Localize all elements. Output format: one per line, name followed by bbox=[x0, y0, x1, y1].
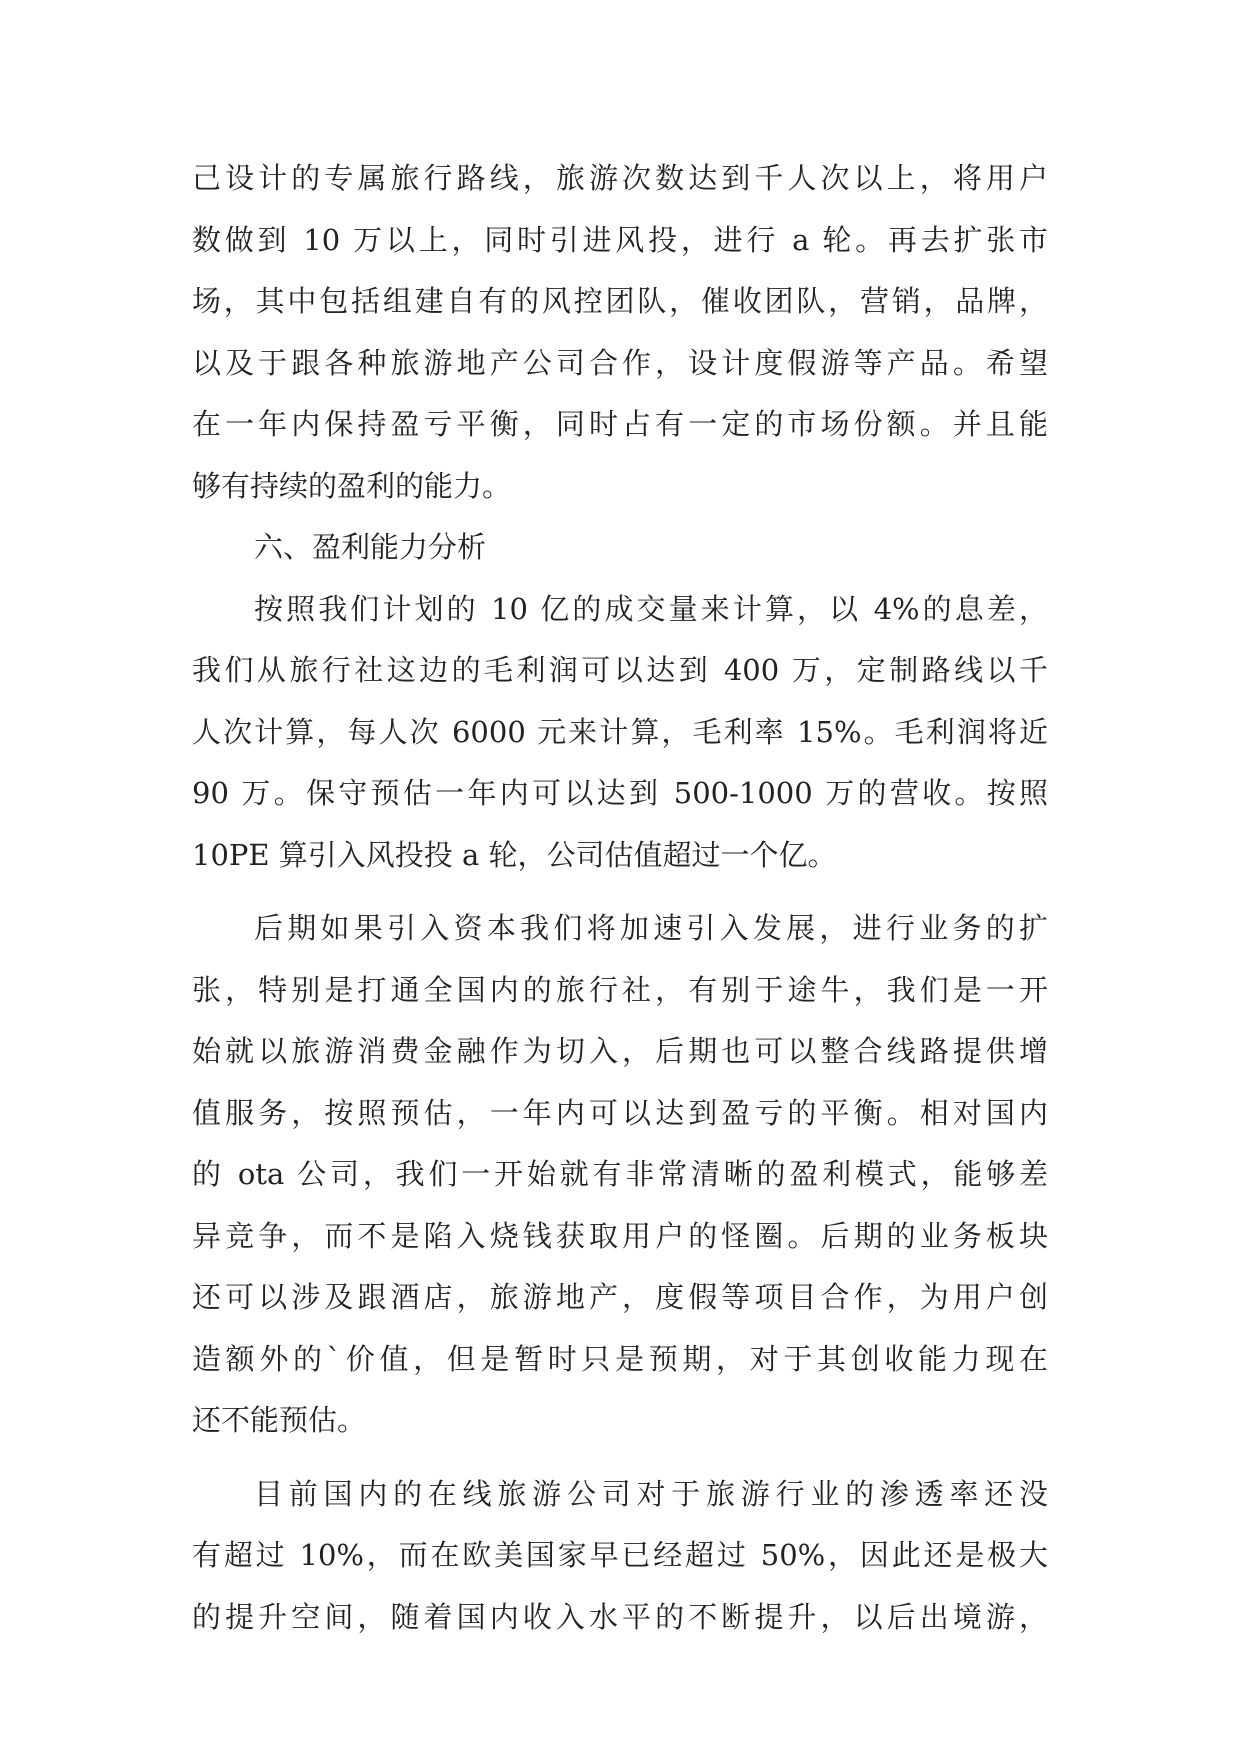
text-line: 造额外的`价值，但是暂时只是预期，对于其创收能力现在 bbox=[192, 1341, 1048, 1376]
text-line: 有超过 10%，而在欧美国家早已经超过 50%，因此还是极大 bbox=[192, 1538, 1048, 1572]
text-line: 始就以旅游消费金融作为切入，后期也可以整合线路提供增 bbox=[192, 1034, 1048, 1068]
paragraph-2 bbox=[192, 579, 1048, 887]
text-line: 还可以涉及跟酒店，旅游地产，度假等项目合作，为用户创 bbox=[192, 1280, 1048, 1314]
text-line: 张，特别是打通全国内的旅行社，有别于途牛，我们是一开 bbox=[192, 972, 1048, 1007]
text-line: 数做到 10 万以上，同时引进风投，进行 a 轮。再去扩张市 bbox=[192, 222, 1048, 257]
text-line: 按照我们计划的 10 亿的成交量来计算，以 4%的息差， bbox=[254, 591, 1048, 626]
text-line: 10PE 算引入风投投 a 轮，公司估值超过一个亿。 bbox=[192, 837, 837, 872]
paragraph-4 bbox=[192, 1464, 1048, 1649]
text-line: 后期如果引入资本我们将加速引入发展，进行业务的扩 bbox=[254, 911, 1048, 945]
paragraph-1 bbox=[192, 148, 1048, 517]
text-line: 在一年内保持盈亏平衡，同时占有一定的市场份额。并且能 bbox=[192, 407, 1048, 441]
text-line: 己设计的专属旅行路线，旅游次数达到千人次以上，将用户 bbox=[192, 161, 1048, 195]
text-line: 的 ota 公司，我们一开始就有非常清晰的盈利模式，能够差 bbox=[192, 1157, 1048, 1191]
paragraph-3 bbox=[192, 898, 1048, 1452]
text-line: 场，其中包括组建自有的风控团队，催收团队，营销，品牌， bbox=[192, 284, 1048, 318]
text-line: 目前国内的在线旅游公司对于旅游行业的渗透率还没 bbox=[254, 1476, 1048, 1511]
text-line: 值服务，按照预估，一年内可以达到盈亏的平衡。相对国内 bbox=[192, 1095, 1048, 1130]
text-line: 我们从旅行社这边的毛利润可以达到 400 万，定制路线以千 bbox=[192, 653, 1048, 687]
text-line: 异竞争，而不是陷入烧钱获取用户的怪圈。后期的业务板块 bbox=[192, 1218, 1048, 1253]
text-line: 以及于跟各种旅游地产公司合作，设计度假游等产品。希望 bbox=[192, 345, 1048, 380]
text-line: 的提升空间，随着国内收入水平的不断提升，以后出境游， bbox=[192, 1599, 1048, 1634]
section-heading: 六、盈利能力分析 bbox=[254, 530, 487, 564]
text-line: 90 万。保守预估一年内可以达到 500-1000 万的营收。按照 bbox=[192, 776, 1048, 810]
document-page bbox=[192, 148, 1048, 1648]
text-line: 还不能预估。 bbox=[192, 1403, 367, 1437]
text-line: 人次计算，每人次 6000 元来计算，毛利率 15%。毛利润将近 bbox=[192, 714, 1048, 749]
text-line: 够有持续的盈利的能力。 bbox=[192, 468, 512, 503]
